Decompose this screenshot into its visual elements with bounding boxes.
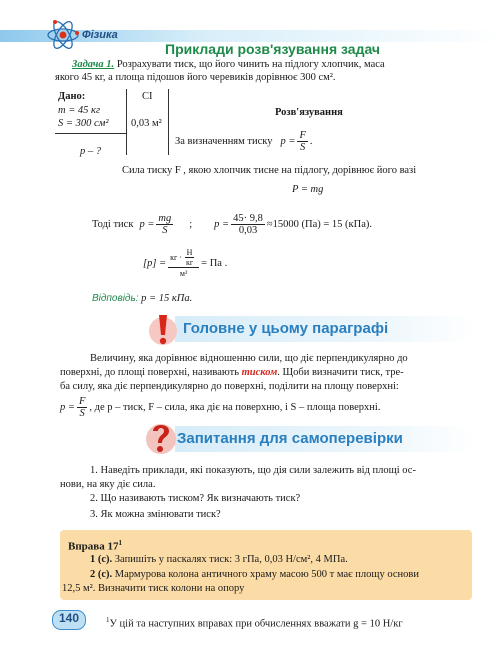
exercise-1 [90,553,348,566]
atom-icon [46,18,80,52]
given-divider-v2 [168,89,169,155]
question-2: 2. Що називають тиском? Як визначають тиск? [90,493,301,504]
question-1a: 1. Наведіть приклади, які показують, що дія сили залежить від площі ос- [90,465,416,476]
subject-label: Фізика [82,29,118,41]
exercise-sup: 1 [118,539,122,547]
footnote-text: У цій та наступних вправах при обчисленнях вважати g = 10 Н/кг [109,618,403,630]
unit-num-top: кг · [170,253,182,262]
main-formula-text: , де p – тиск, F – сила, яка діє на поверхню, і S – площа поверхні. [89,402,381,413]
given-divider-v1 [126,89,127,155]
main-section-title: Головне у цьому параграфі [183,320,389,337]
unit-inner-fraction [184,248,195,267]
main-formula-line [60,396,380,419]
calc2-numerator: 45· 9,8 [233,213,263,224]
task-label: Задача 1. [72,59,115,70]
given-header: Дано: [58,91,86,102]
unit-inner-num: Н [186,248,193,257]
exclamation-icon [148,311,178,347]
task-text-1: Розрахувати тиск, що його чинить на підлогу хлопчик, маса [116,59,385,70]
unit-line [143,248,227,279]
calc-p: p = [139,219,155,230]
calc2-p: p = [214,219,230,230]
main-formula-num: F [78,396,86,407]
unit-fraction [168,248,199,279]
main-p2 [60,366,404,379]
answer-label: Відповідь: [92,293,139,304]
unit-rhs: = Па . [201,258,228,269]
page-number: 140 [58,611,80,625]
main-p3: ба силу, яка діє перпендикулярно до поверхні, поділити на площу поверхні: [60,381,399,392]
answer-value: p = 15 кПа. [141,293,193,304]
formula-p: p = [280,136,296,147]
task-line-2: якого 45 кг, а площа підошов його черевиків дорівнює 300 см². [55,72,336,83]
main-formula-fraction [77,396,87,419]
unit-inner-den: кг [185,258,194,267]
footnote-sup: 1 [106,616,110,624]
calc-line [92,213,372,236]
si-area: 0,03 м² [131,118,162,129]
answer-line [92,292,192,305]
unit-numerator [168,248,199,268]
si-header: СІ [142,91,153,102]
calc-denominator: S [162,225,168,236]
exercise-1-num: 1 (с). [90,554,113,565]
question-3: 3. Як можна змінювати тиск? [90,509,221,520]
exercise-2-num: 2 (с). [90,569,113,580]
main-formula-p: p = [60,402,75,413]
page-title: Приклади розв'язування задач [165,41,381,57]
main-p1: Величину, яка дорівнює відношенню сили, що діє перпендикулярно до [90,353,408,364]
exercise-2-line2: 12,5 м². Визначити тиск колони на опору [62,583,245,594]
given-area: S = 300 см² [58,118,109,129]
exercise-title: Вправа 17 [68,540,119,553]
questions-title: Запитання для самоперевірки [177,430,403,447]
formula-fraction [297,130,307,153]
definition-text: За визначенням тиску [175,136,273,147]
calc-fraction [156,213,173,236]
formula-denominator: S [300,142,306,153]
given-divider-h [55,133,127,134]
main-p2-a: поверхні, до площі поверхні, називають [60,367,242,378]
main-formula-den: S [79,408,85,419]
formula-end: . [309,136,313,147]
question-icon [144,418,178,456]
solution-header: Розв'язування [275,107,343,118]
then-text: Тоді тиск [92,219,134,230]
calc2-fraction [231,213,265,236]
exercise-1-text: Запишіть у паскалях тиск: 3 гПа, 0,03 Н/см², 4 МПа. [112,554,348,565]
calc2-denominator: 0,03 [238,225,258,236]
unit-lhs: [p] = [143,258,167,269]
calc2-result: ≈15000 (Па) = 15 (кПа). [266,219,373,230]
question-1b: нови, на яку діє сила. [60,479,156,490]
unit-denominator: м² [179,269,188,278]
calc-separator: ; [189,219,193,230]
weight-formula: P = mg [292,184,324,195]
main-p2-c: . Щоби визначити тиск, тре- [277,367,404,378]
force-text: Сила тиску F , якою хлопчик тисне на підлогу, дорівнює його вазі [122,165,417,176]
task-line-1 [72,58,385,71]
footnote [106,614,403,631]
find-value: p – ? [80,146,101,157]
given-mass: m = 45 кг [58,105,101,116]
definition-line [175,130,313,153]
term-pressure: тиском [241,367,278,378]
exercise-title-line [68,537,122,554]
exercise-2-text: Мармурова колона античного храму масою 500 т має площу основи [112,569,419,580]
exercise-2 [90,568,419,581]
formula-numerator: F [299,130,306,141]
calc-numerator: mg [158,213,172,224]
